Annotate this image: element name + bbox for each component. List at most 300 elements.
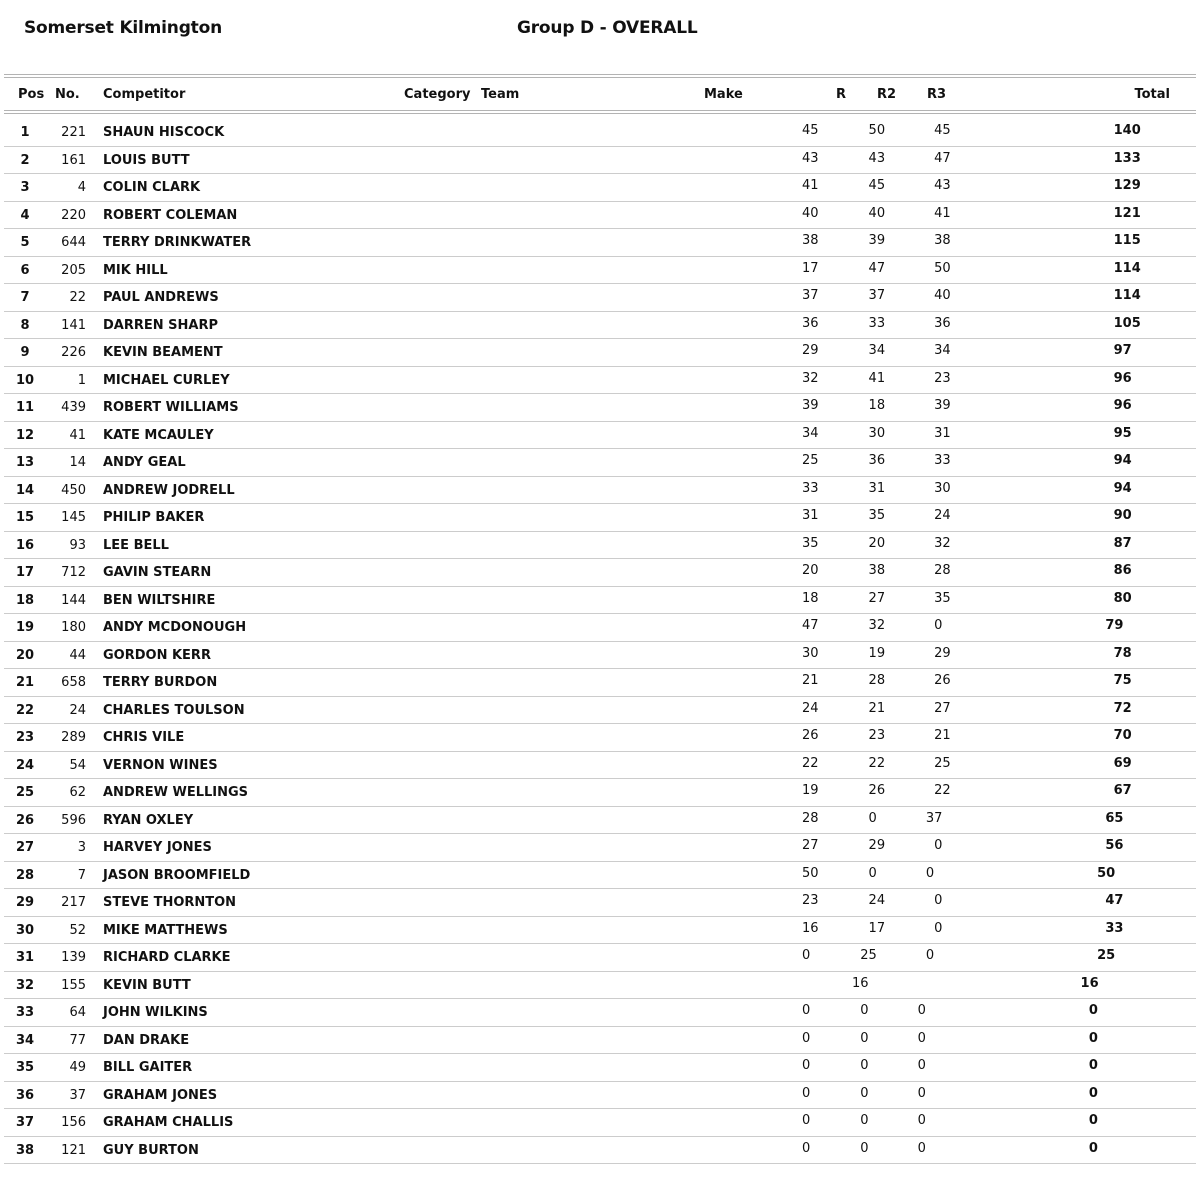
round-2-score: 29 <box>868 838 886 853</box>
round-2-score: 0 <box>860 1003 869 1018</box>
table-row <box>4 807 1196 835</box>
round-1-score: 34 <box>802 425 819 441</box>
number-cell: 161 <box>61 152 86 168</box>
round-1-score: 23 <box>802 893 819 908</box>
round-2-score: 24 <box>868 893 886 908</box>
round-2-score: 0 <box>868 865 877 881</box>
round-2-score: 36 <box>868 453 886 468</box>
table-row <box>4 587 1196 615</box>
table-row <box>4 532 1196 560</box>
round-3-score: 0 <box>934 920 943 936</box>
total-score: 69 <box>1113 755 1132 771</box>
number-cell: 41 <box>69 427 86 443</box>
number-cell: 24 <box>69 702 86 718</box>
competitor-name: TERRY DRINKWATER <box>103 235 252 250</box>
total-score: 79 <box>1105 618 1124 633</box>
round-1-score: 35 <box>802 535 819 551</box>
round-2-score: 39 <box>868 233 886 248</box>
table-row <box>4 917 1196 945</box>
table-row <box>4 1054 1196 1082</box>
round-2-score: 34 <box>868 343 886 358</box>
position-cell: 22 <box>15 702 35 718</box>
position-cell: 10 <box>15 372 35 388</box>
round-3-score: 50 <box>934 260 951 276</box>
total-score: 25 <box>1097 948 1116 963</box>
round-2-score: 32 <box>868 618 886 633</box>
round-2-score: 16 <box>852 975 869 991</box>
position-cell: 35 <box>15 1060 35 1075</box>
competitor-name: ANDREW WELLINGS <box>103 785 249 800</box>
table-row <box>4 504 1196 532</box>
total-score: 0 <box>1088 1030 1098 1046</box>
competitor-name: STEVE THORNTON <box>103 895 237 910</box>
round-3-score: 25 <box>934 755 951 771</box>
round-3-score: 32 <box>934 535 951 551</box>
table-row <box>4 1082 1196 1110</box>
position-cell: 20 <box>15 647 35 663</box>
position-cell: 38 <box>15 1142 35 1158</box>
number-cell: 54 <box>69 757 86 773</box>
round-1-score: 0 <box>802 948 811 963</box>
round-2-score: 17 <box>868 920 886 936</box>
round-1-score: 50 <box>802 865 819 881</box>
venue-name: Somerset Kilmington <box>24 18 222 38</box>
round-1-score: 38 <box>802 233 819 248</box>
total-score: 75 <box>1113 673 1132 688</box>
competitor-name: MIK HILL <box>103 262 168 278</box>
number-cell: 205 <box>61 262 86 278</box>
round-1-score: 18 <box>802 590 819 606</box>
round-2-score: 28 <box>868 673 886 688</box>
round-1-score: 32 <box>802 370 819 386</box>
table-row <box>4 834 1196 862</box>
table-row <box>4 889 1196 917</box>
round-3-score: 28 <box>934 563 951 578</box>
round-3-score: 22 <box>934 783 951 798</box>
total-score: 114 <box>1113 288 1141 303</box>
round-1-score: 27 <box>802 838 819 853</box>
round-2-score: 18 <box>868 398 886 413</box>
top-divider <box>4 74 1196 75</box>
position-cell: 12 <box>15 427 35 443</box>
competitor-name: TERRY BURDON <box>103 675 218 690</box>
total-score: 90 <box>1113 508 1132 523</box>
round-2-score: 30 <box>868 425 886 441</box>
total-score: 140 <box>1113 123 1141 138</box>
round-3-score: 21 <box>934 728 951 743</box>
column-header-make: Make <box>704 87 743 102</box>
round-3-score: 0 <box>917 1058 926 1073</box>
table-row <box>4 752 1196 780</box>
round-3-score: 29 <box>934 645 951 661</box>
header-divider-inner <box>4 113 1196 114</box>
round-1-score: 0 <box>802 1058 811 1073</box>
number-cell: 64 <box>69 1005 86 1020</box>
column-header-r: R <box>835 87 846 102</box>
competitor-name: BILL GAITER <box>103 1060 193 1075</box>
competitor-name: LOUIS BUTT <box>103 152 190 168</box>
competitor-name: ROBERT WILLIAMS <box>103 400 239 415</box>
round-2-score: 47 <box>868 260 886 276</box>
competitor-name: CHARLES TOULSON <box>103 702 245 718</box>
number-cell: 49 <box>69 1060 86 1075</box>
round-1-score: 17 <box>802 260 819 276</box>
round-3-score: 43 <box>934 178 951 193</box>
table-row <box>4 862 1196 890</box>
position-cell: 32 <box>15 977 35 993</box>
round-2-score: 20 <box>868 535 886 551</box>
column-header-category: Category <box>404 87 471 102</box>
number-cell: 156 <box>61 1115 86 1130</box>
table-row <box>4 724 1196 752</box>
table-row <box>4 614 1196 642</box>
round-3-score: 45 <box>934 123 951 138</box>
table-row <box>4 669 1196 697</box>
round-1-score: 16 <box>802 920 819 936</box>
competitor-name: GORDON KERR <box>103 647 211 663</box>
number-cell: 4 <box>77 180 86 195</box>
table-row <box>4 229 1196 257</box>
number-cell: 220 <box>61 207 86 223</box>
round-2-score: 0 <box>860 1030 869 1046</box>
round-1-score: 37 <box>802 288 819 303</box>
table-row <box>4 1027 1196 1055</box>
round-2-score: 0 <box>868 810 877 826</box>
round-3-score: 30 <box>934 480 951 496</box>
round-2-score: 26 <box>868 783 886 798</box>
number-cell: 221 <box>61 125 86 140</box>
total-score: 129 <box>1113 178 1141 193</box>
round-1-score: 30 <box>802 645 819 661</box>
round-3-score: 38 <box>934 233 951 248</box>
position-cell: 28 <box>15 867 35 883</box>
total-score: 65 <box>1105 810 1124 826</box>
round-1-score: 36 <box>802 315 819 331</box>
total-score: 67 <box>1113 783 1132 798</box>
total-score: 50 <box>1097 865 1116 881</box>
round-1-score: 43 <box>802 150 819 166</box>
round-1-score: 19 <box>802 783 819 798</box>
competitor-name: ANDY MCDONOUGH <box>103 620 247 635</box>
position-cell: 33 <box>15 1005 35 1020</box>
round-3-score: 0 <box>925 865 935 881</box>
table-row <box>4 972 1196 1000</box>
table-row <box>4 1109 1196 1137</box>
position-cell: 21 <box>15 675 35 690</box>
round-3-score: 0 <box>917 1140 926 1156</box>
round-3-score: 34 <box>934 343 951 358</box>
round-2-score: 25 <box>860 948 877 963</box>
round-3-score: 0 <box>917 1003 926 1018</box>
competitor-name: KEVIN BUTT <box>103 977 191 993</box>
total-score: 95 <box>1113 425 1132 441</box>
round-3-score: 39 <box>934 398 951 413</box>
table-row <box>4 944 1196 972</box>
total-score: 94 <box>1113 453 1132 468</box>
position-cell: 19 <box>15 620 35 635</box>
total-score: 56 <box>1105 838 1124 853</box>
round-2-score: 40 <box>868 205 886 221</box>
competitor-name: PAUL ANDREWS <box>103 290 219 305</box>
round-1-score: 25 <box>802 453 819 468</box>
total-score: 133 <box>1113 150 1141 166</box>
round-1-score: 21 <box>802 673 819 688</box>
round-3-score: 31 <box>934 425 951 441</box>
position-cell: 36 <box>15 1087 35 1103</box>
position-cell: 29 <box>15 895 35 910</box>
total-score: 97 <box>1113 343 1132 358</box>
table-row <box>4 559 1196 587</box>
round-1-score: 45 <box>802 123 819 138</box>
round-1-score: 33 <box>802 480 819 496</box>
total-score: 72 <box>1113 700 1132 716</box>
position-cell: 24 <box>15 757 35 773</box>
number-cell: 62 <box>69 785 86 800</box>
round-2-score: 27 <box>868 590 886 606</box>
number-cell: 141 <box>61 317 86 333</box>
column-header-team: Team <box>481 87 520 102</box>
round-3-score: 0 <box>917 1030 926 1046</box>
number-cell: 93 <box>69 537 86 553</box>
total-score: 0 <box>1088 1058 1098 1073</box>
round-2-score: 0 <box>860 1085 869 1101</box>
number-cell: 658 <box>61 675 86 690</box>
table-row <box>4 312 1196 340</box>
table-row <box>4 999 1196 1027</box>
number-cell: 37 <box>69 1087 86 1103</box>
round-2-score: 35 <box>868 508 886 523</box>
table-row <box>4 1137 1196 1165</box>
round-3-score: 36 <box>934 315 951 331</box>
round-2-score: 22 <box>868 755 886 771</box>
competitor-name: SHAUN HISCOCK <box>103 125 225 140</box>
round-1-score: 0 <box>802 1140 811 1156</box>
total-score: 0 <box>1088 1003 1098 1018</box>
position-cell: 6 <box>20 262 30 278</box>
competitor-name: RICHARD CLARKE <box>103 950 231 965</box>
round-3-score: 35 <box>934 590 951 606</box>
competitor-name: ANDREW JODRELL <box>103 482 235 498</box>
round-3-score: 26 <box>934 673 951 688</box>
results-table-body <box>4 119 1196 1164</box>
round-1-score: 41 <box>802 178 819 193</box>
total-score: 87 <box>1113 535 1132 551</box>
position-cell: 3 <box>20 180 30 195</box>
round-3-score: 40 <box>934 288 951 303</box>
total-score: 0 <box>1088 1085 1098 1101</box>
round-2-score: 41 <box>868 370 886 386</box>
competitor-name: GUY BURTON <box>103 1142 199 1158</box>
table-row <box>4 779 1196 807</box>
round-3-score: 0 <box>934 893 943 908</box>
competitor-name: HARVEY JONES <box>103 840 212 855</box>
total-score: 33 <box>1105 920 1124 936</box>
position-cell: 8 <box>20 317 30 333</box>
column-header-pos: Pos <box>18 87 45 102</box>
number-cell: 1 <box>77 372 86 388</box>
total-score: 70 <box>1113 728 1132 743</box>
round-1-score: 20 <box>802 563 819 578</box>
table-row <box>4 367 1196 395</box>
round-3-score: 23 <box>934 370 951 386</box>
column-header-no: No. <box>55 87 80 102</box>
round-3-score: 0 <box>934 838 943 853</box>
round-2-score: 21 <box>868 700 886 716</box>
number-cell: 144 <box>61 592 86 608</box>
round-2-score: 31 <box>868 480 886 496</box>
table-row <box>4 394 1196 422</box>
position-cell: 9 <box>20 345 30 360</box>
competitor-name: GRAHAM CHALLIS <box>103 1115 234 1130</box>
round-1-score: 47 <box>802 618 819 633</box>
column-header-r2: R2 <box>876 87 896 102</box>
column-header-total: Total <box>1134 87 1170 102</box>
position-cell: 4 <box>20 207 30 223</box>
round-1-score: 40 <box>802 205 819 221</box>
position-cell: 31 <box>15 950 35 965</box>
number-cell: 121 <box>61 1142 86 1158</box>
round-1-score: 22 <box>802 755 819 771</box>
position-cell: 17 <box>15 565 35 580</box>
position-cell: 18 <box>15 592 35 608</box>
competitor-name: COLIN CLARK <box>103 180 201 195</box>
competitor-name: MIKE MATTHEWS <box>103 922 228 938</box>
number-cell: 596 <box>61 812 86 828</box>
total-score: 16 <box>1080 975 1099 991</box>
table-row <box>4 339 1196 367</box>
position-cell: 7 <box>20 290 30 305</box>
position-cell: 23 <box>15 730 35 745</box>
total-score: 78 <box>1113 645 1132 661</box>
column-header-r3: R3 <box>926 87 946 102</box>
round-3-score: 33 <box>934 453 951 468</box>
table-row <box>4 642 1196 670</box>
position-cell: 14 <box>15 482 35 498</box>
table-row <box>4 284 1196 312</box>
total-score: 121 <box>1113 205 1141 221</box>
round-3-score: 27 <box>934 700 951 716</box>
round-3-score: 47 <box>934 150 951 166</box>
position-cell: 1 <box>20 125 30 140</box>
number-cell: 44 <box>69 647 86 663</box>
number-cell: 289 <box>61 730 86 745</box>
round-2-score: 0 <box>860 1058 869 1073</box>
round-1-score: 39 <box>802 398 819 413</box>
number-cell: 712 <box>61 565 86 580</box>
table-row <box>4 257 1196 285</box>
number-cell: 155 <box>61 977 86 993</box>
round-2-score: 33 <box>868 315 886 331</box>
round-1-score: 0 <box>802 1030 811 1046</box>
competitor-name: CHRIS VILE <box>103 730 185 745</box>
round-2-score: 43 <box>868 150 886 166</box>
number-cell: 450 <box>61 482 86 498</box>
table-row <box>4 697 1196 725</box>
competitor-name: DAN DRAKE <box>103 1032 190 1048</box>
round-3-score: 24 <box>934 508 951 523</box>
total-score: 47 <box>1105 893 1124 908</box>
number-cell: 77 <box>69 1032 86 1048</box>
number-cell: 180 <box>61 620 86 635</box>
table-row <box>4 202 1196 230</box>
number-cell: 22 <box>69 290 86 305</box>
total-score: 80 <box>1113 590 1132 606</box>
table-row <box>4 174 1196 202</box>
total-score: 96 <box>1113 370 1132 386</box>
number-cell: 139 <box>61 950 86 965</box>
competitor-name: BEN WILTSHIRE <box>103 592 216 608</box>
round-1-score: 0 <box>802 1085 811 1101</box>
competitor-name: PHILIP BAKER <box>103 510 205 525</box>
table-header <box>4 78 1196 111</box>
round-1-score: 0 <box>802 1003 811 1018</box>
total-score: 115 <box>1113 233 1141 248</box>
number-cell: 217 <box>61 895 86 910</box>
competitor-name: KATE MCAULEY <box>103 427 214 443</box>
position-cell: 30 <box>15 922 35 938</box>
table-row <box>4 477 1196 505</box>
competitor-name: VERNON WINES <box>103 757 218 773</box>
competitor-name: RYAN OXLEY <box>103 812 194 828</box>
table-row <box>4 449 1196 477</box>
competitor-name: GAVIN STEARN <box>103 565 212 580</box>
round-2-score: 19 <box>868 645 886 661</box>
total-score: 0 <box>1088 1140 1098 1156</box>
round-2-score: 23 <box>868 728 886 743</box>
number-cell: 3 <box>77 840 86 855</box>
round-2-score: 38 <box>868 563 886 578</box>
position-cell: 5 <box>20 235 30 250</box>
competitor-name: LEE BELL <box>103 537 169 553</box>
position-cell: 34 <box>15 1032 35 1048</box>
position-cell: 16 <box>15 537 35 553</box>
total-score: 105 <box>1113 315 1141 331</box>
round-2-score: 0 <box>860 1113 869 1128</box>
round-3-score: 0 <box>934 618 943 633</box>
table-row <box>4 147 1196 175</box>
total-score: 114 <box>1113 260 1141 276</box>
number-cell: 52 <box>69 922 86 938</box>
position-cell: 27 <box>15 840 35 855</box>
round-1-score: 28 <box>802 810 819 826</box>
position-cell: 13 <box>15 455 35 470</box>
number-cell: 644 <box>61 235 86 250</box>
position-cell: 25 <box>15 785 35 800</box>
round-1-score: 26 <box>802 728 819 743</box>
column-header-competitor: Competitor <box>103 87 186 102</box>
competitor-name: ROBERT COLEMAN <box>103 207 238 223</box>
round-3-score: 0 <box>917 1085 926 1101</box>
table-row <box>4 422 1196 450</box>
round-3-score: 37 <box>925 810 943 826</box>
competitor-name: JASON BROOMFIELD <box>103 867 251 883</box>
round-1-score: 31 <box>802 508 819 523</box>
number-cell: 7 <box>77 867 86 883</box>
position-cell: 37 <box>15 1115 35 1130</box>
position-cell: 11 <box>15 400 35 415</box>
competitor-name: MICHAEL CURLEY <box>103 372 230 388</box>
round-2-score: 45 <box>868 178 886 193</box>
table-row <box>4 119 1196 147</box>
total-score: 96 <box>1113 398 1132 413</box>
competitor-name: KEVIN BEAMENT <box>103 345 223 360</box>
header-divider <box>4 110 1196 111</box>
round-3-score: 41 <box>934 205 951 221</box>
round-2-score: 0 <box>860 1140 869 1156</box>
round-3-score: 0 <box>925 948 935 963</box>
total-score: 86 <box>1113 563 1132 578</box>
number-cell: 145 <box>61 510 86 525</box>
